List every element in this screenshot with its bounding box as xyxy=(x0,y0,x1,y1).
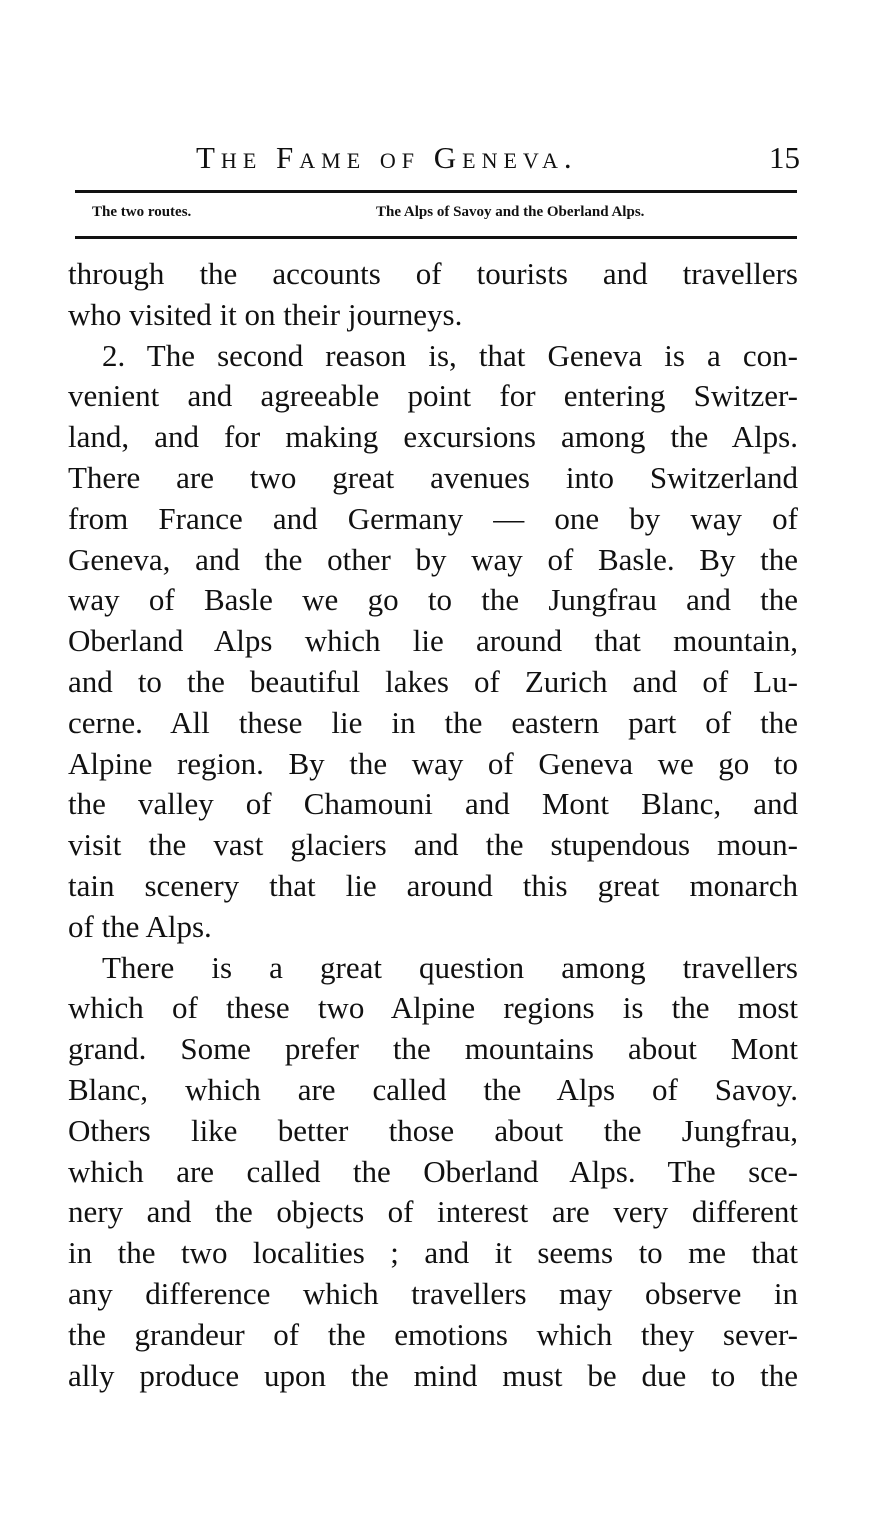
text-line: and to the beautiful lakes of Zurich and of Lu- xyxy=(68,663,798,699)
text-line: nery and the objects of interest are very different xyxy=(68,1194,798,1230)
text-line: in the two localities ; and it seems to me that xyxy=(68,1235,798,1271)
text-line: Geneva, and the other by way of Basle. By the xyxy=(68,541,798,577)
text-line: 2. The second reason is, that Geneva is a con- xyxy=(102,337,798,373)
text-line: Others like better those about the Jungfrau, xyxy=(68,1112,798,1148)
page-number: 15 xyxy=(769,140,800,175)
text-line: any difference which travellers may observe in xyxy=(68,1275,798,1311)
text-line: of the Alps. xyxy=(68,908,212,944)
running-head xyxy=(196,140,800,180)
side-heading-right: The Alps of Savoy and the Oberland Alps. xyxy=(376,204,645,220)
text-line: Alpine region. By the way of Geneva we go to xyxy=(68,745,798,781)
text-line: Oberland Alps which lie around that mountain, xyxy=(68,623,798,659)
side-heading-left: The two routes. xyxy=(92,204,192,220)
text-line: who visited it on their journeys. xyxy=(68,296,463,332)
text-line: land, and for making excursions among the Alps. xyxy=(68,419,798,455)
bottom-rule xyxy=(75,236,797,239)
body-text xyxy=(68,254,798,1396)
top-rule xyxy=(75,190,797,193)
text-line: through the accounts of tourists and travellers xyxy=(68,256,798,291)
text-line: which are called the Oberland Alps. The sce- xyxy=(68,1153,798,1189)
text-line: the valley of Chamouni and Mont Blanc, and xyxy=(68,786,798,822)
text-line: grand. Some prefer the mountains about Mont xyxy=(68,1031,798,1067)
text-line: tain scenery that lie around this great monarch xyxy=(68,867,798,903)
running-title: The Fame of Geneva. xyxy=(196,140,578,175)
text-line: There is a great question among travellers xyxy=(102,949,798,985)
side-headings xyxy=(92,204,792,228)
text-line: from France and Germany — one by way of xyxy=(68,500,798,536)
text-line: the grandeur of the emotions which they sever- xyxy=(68,1316,798,1352)
text-line: cerne. All these lie in the eastern part of the xyxy=(68,704,798,740)
text-line: ally produce upon the mind must be due to the xyxy=(68,1357,798,1393)
text-line: visit the vast glaciers and the stupendous moun- xyxy=(68,827,798,863)
text-line: venient and agreeable point for entering Switzer- xyxy=(68,378,798,414)
text-line: There are two great avenues into Switzerland xyxy=(68,459,798,495)
text-line: way of Basle we go to the Jungfrau and the xyxy=(68,582,798,618)
text-line: which of these two Alpine regions is the most xyxy=(68,990,798,1026)
text-line: Blanc, which are called the Alps of Savoy. xyxy=(68,1071,798,1107)
